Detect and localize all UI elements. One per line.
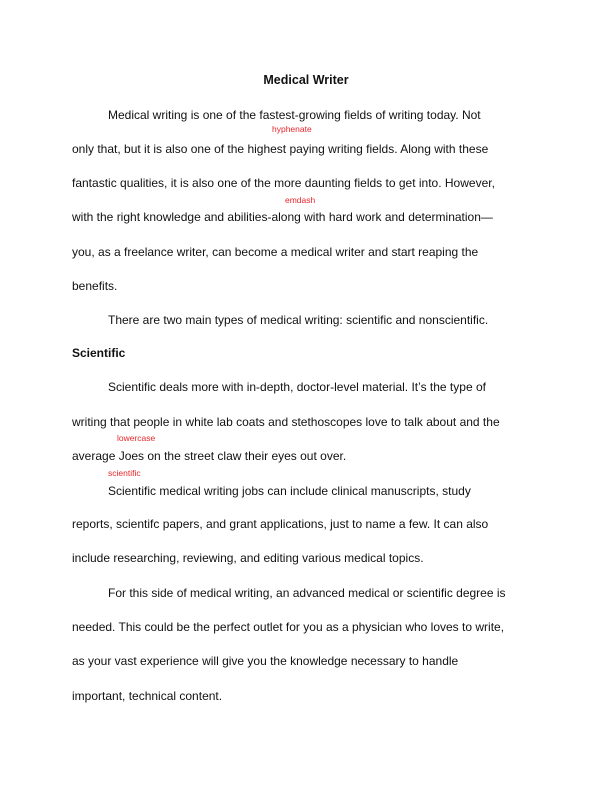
paragraph-line: There are two main types of medical writing: scientific and nonscientific. [108, 313, 489, 327]
paragraph-line: as your vast experience will give you the knowledge necessary to handle [72, 654, 459, 668]
annotation-lowercase: lowercase [117, 433, 156, 443]
paragraph-line: needed. This could be the perfect outlet for you as a physician who loves to write, [72, 620, 505, 634]
document-title: Medical Writer [263, 73, 349, 87]
paragraph-line: Scientific medical writing jobs can include clinical manuscripts, study [108, 484, 471, 498]
paragraph-line: only that, but it is also one of the highest paying writing fields. Along with these [72, 142, 489, 156]
paragraph-line: include researching, reviewing, and editing various medical topics. [72, 551, 424, 565]
paragraph-line: average Joes on the street claw their eyes out over. [72, 449, 347, 463]
annotation-hyphenate: hyphenate [272, 124, 312, 134]
paragraph-line: important, technical content. [72, 689, 223, 703]
paragraph-line: you, as a freelance writer, can become a medical writer and start reaping the [72, 245, 479, 259]
paragraph-line: benefits. [72, 279, 118, 293]
section-heading: Scientific [72, 346, 126, 360]
paragraph-line: fantastic qualities, it is also one of the more daunting fields to get into. However, [72, 176, 495, 190]
annotation-emdash: emdash [285, 195, 316, 205]
paragraph-line: Medical writing is one of the fastest-growing fields of writing today. Not [108, 108, 481, 122]
paragraph-line: For this side of medical writing, an advanced medical or scientific degree is [108, 586, 506, 600]
paragraph-line: Scientific deals more with in-depth, doctor-level material. It’s the type of [108, 380, 486, 394]
paragraph-line: with the right knowledge and abilities-along with hard work and determination— [72, 210, 493, 224]
paragraph-line: reports, scientifc papers, and grant applications, just to name a few. It can also [72, 517, 489, 531]
annotation-scientific: scientific [108, 468, 141, 478]
paragraph-line: writing that people in white lab coats and stethoscopes love to talk about and the [72, 415, 500, 429]
